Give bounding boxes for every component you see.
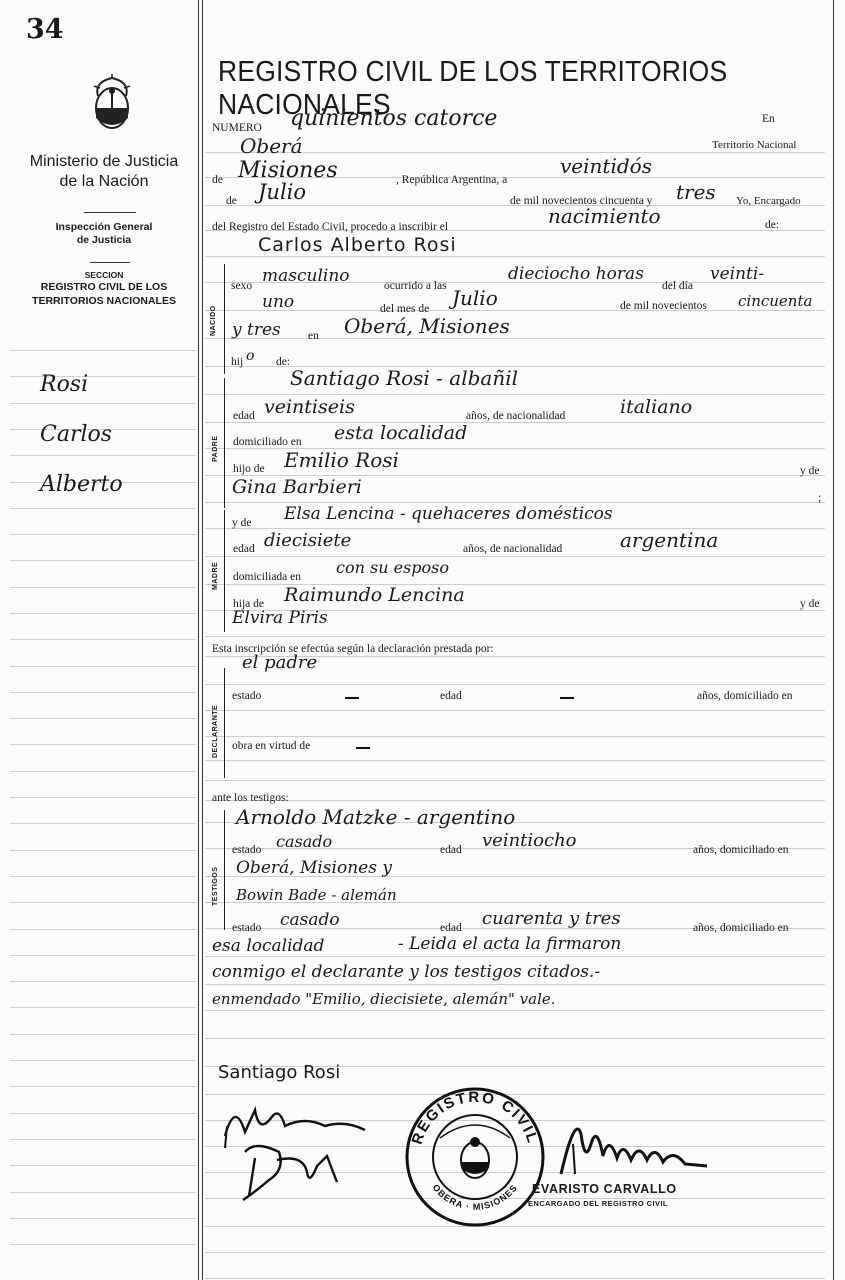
sidebar-ruled-line [10,876,196,877]
padre-mother-value: Gina Barbieri [232,476,362,498]
witness1-estado-label: estado [232,844,262,856]
witness2-dom: esa localidad [212,936,325,956]
en-label-nacido: en [308,330,319,342]
testigos-bracket [224,810,225,930]
numero-label: NUMERO [212,122,262,134]
padre-nacionalidad-value: italiano [620,396,693,418]
en-label: En [762,113,775,125]
right-margin-line [833,0,834,1280]
witness2-edad-label: edad [440,922,462,934]
madre-edad-value: diecisiete [264,530,352,551]
madre-name: Elsa Lencina - quehaceres domésticos [284,504,613,524]
declarant-signature: Santiago Rosi [218,1062,341,1083]
stamp-top-text: REGISTRO CIVIL [408,1089,542,1147]
officer-name: EVARISTO CARVALLO [532,1182,677,1196]
padre-semicolon: ; [818,492,822,504]
closing-line2: conmigo el declarante y los testigos citados.- [212,962,601,982]
sidebar-ruled-line [10,1060,196,1061]
form-ruled-line [205,780,825,781]
sidebar-given-name-2: Alberto [40,472,123,497]
sidebar-given-name-1: Carlos [40,422,113,447]
form-ruled-line [205,710,825,711]
month-value: Julio [258,180,307,204]
encargado-label: Yo, Encargado [736,195,801,207]
madre-edad-label: edad [233,543,255,555]
day-value-nacido-2: uno [262,292,295,312]
testigos-section-label: TESTIGOS [212,866,219,906]
madre-mother-value: Elvira Piris [232,608,328,628]
sidebar-divider [198,0,199,1280]
sidebar-ruled-line [10,1086,196,1087]
day-value: veintidós [560,154,652,178]
de3-label: de: [765,219,780,231]
padre-section-label: PADRE [212,435,219,462]
civil-registry-stamp-icon [400,1082,550,1232]
officer-signature-icon [555,1104,715,1184]
madre-dom-value: con su esposo [336,558,449,577]
padre-bracket [224,378,225,508]
hijo-suffix: o [246,348,255,364]
de2-label: de [226,195,237,207]
witness2-dom-label: años, domiciliado en [693,922,789,934]
madre-nacionalidad-value: argentina [620,528,719,552]
sidebar-rule [84,212,136,213]
person-name: Carlos Alberto Rosi [258,234,457,256]
officer-title: ENCARGADO DEL REGISTRO CIVIL [528,1199,668,1208]
year-value-nacido: cincuenta [738,292,813,310]
form-ruled-line [205,1010,825,1011]
sidebar-ruled-line [10,455,196,456]
nacido-section-label: NACIDO [210,305,217,336]
madre-father-value: Raimundo Lencina [284,584,465,606]
document-title: REGISTRO CIVIL DE LOS TERRITORIOS NACIONALES [218,56,728,121]
declarante-obra-label: obra en virtud de [232,740,311,752]
form-ruled-line [205,956,825,957]
sidebar-ruled-line [10,1165,196,1166]
section-name [14,270,194,308]
sidebar-ruled-line [10,560,196,561]
inspection-line1: Inspección General [55,221,153,233]
declarante-value: el padre [242,652,318,673]
sidebar-ruled-line [10,718,196,719]
padre-father-value: Emilio Rosi [284,448,399,472]
declarante-edad-dash [560,697,574,699]
sidebar-ruled-line [10,1034,196,1035]
day-value-nacido: veinti- [710,264,765,284]
form-ruled-line [205,800,825,801]
sidebar-ruled-line [10,613,196,614]
ministry-name [14,152,194,192]
form-ruled-line [205,256,825,257]
witness1-estado: casado [276,832,333,851]
sidebar-ruled-line [10,1244,196,1245]
sidebar-ruled-line [10,929,196,930]
sidebar-ruled-line [10,955,196,956]
declarante-obra-dash [356,747,370,749]
witness1-edad: veintiocho [482,830,577,851]
form-ruled-line [205,338,825,339]
madre-hija-label: hija de [233,598,264,610]
form-ruled-line [205,684,825,685]
sidebar-ruled-line [10,1007,196,1008]
mes-label: del mes de [380,303,430,315]
inspection-name [14,221,194,247]
sidebar-ruled-line [10,639,196,640]
declarante-dom-label: años, domiciliado en [697,690,793,702]
sidebar-rule-2 [90,262,130,263]
padre-yde-label: y de [800,465,820,477]
form-ruled-line [205,760,825,761]
declarante-estado-label: estado [232,690,262,702]
dia-label: del día [662,280,693,292]
section-line3: TERRITORIOS NACIONALES [32,294,176,307]
declarante-edad-label: edad [440,690,462,702]
form-ruled-line [205,556,825,557]
witness2-estado: casado [280,910,340,930]
sidebar-ruled-line [10,902,196,903]
place-value-nacido: Oberá, Misiones [344,314,510,338]
declarante-bracket [224,668,225,778]
sexo-label: sexo [231,280,253,292]
sidebar-ruled-line [10,1218,196,1219]
declarante-estado-dash [345,697,359,699]
declarante-intro: Esta inscripción se efectúa según la declaración prestada por: [212,643,494,655]
madre-dom-label: domiciliada en [233,571,302,583]
madre-yde-label: y de [232,517,252,529]
witness2-name: Bowin Bade - alemán [236,886,397,904]
inspection-line2: de Justicia [76,234,132,247]
form-ruled-line [205,1278,825,1279]
form-ruled-line [205,422,825,423]
madre-yde2-label: y de [800,598,820,610]
svg-text:OBERA · MISIONES [431,1182,520,1212]
form-ruled-line [205,736,825,737]
witness2-estado-label: estado [232,922,262,934]
de-label: de [212,174,223,186]
territorio-label: Territorio Nacional [712,139,797,151]
republica-label: , República Argentina, a [396,174,508,186]
sidebar-ruled-line [10,981,196,982]
padre-dom-value: esta localidad [334,422,468,444]
ministry-line2: de la Nación [59,173,149,190]
testigos-intro: ante los testigos: [212,792,289,804]
year-label-nacido: de mil novecientos [620,300,707,312]
coat-of-arms-icon [90,74,134,136]
sidebar-ruled-line [10,403,196,404]
witness2-edad: cuarenta y tres [482,908,621,929]
year-label: de mil novecientos cincuenta y [510,195,653,207]
form-ruled-line [205,502,825,503]
form-ruled-line [205,528,825,529]
sidebar-ruled-line [10,771,196,772]
sidebar-ruled-line [10,692,196,693]
witness1-name: Arnoldo Matzke - argentino [236,805,516,829]
witness1-edad-label: edad [440,844,462,856]
month-value-nacido: Julio [452,286,498,310]
ocurrido-label: ocurrido a las [384,280,447,292]
sidebar-ruled-line [10,1139,196,1140]
hijo-label: hij [231,356,244,368]
nacido-bracket [224,264,225,374]
witness1-dom: Oberá, Misiones y [236,858,392,878]
sidebar-ruled-line [10,350,196,351]
closing-line3: enmendado "Emilio, diecisiete, alemán" vale. [212,990,556,1008]
de-label-nacido: de: [276,356,291,368]
sidebar-ruled-line [10,823,196,824]
sexo-value: masculino [262,266,350,286]
act-value: nacimiento [548,204,661,228]
ministry-line1: Ministerio de Justicia [29,153,179,170]
sidebar-ruled-line [10,1192,196,1193]
closing-line1: - Leida el acta la firmaron [398,934,622,954]
section-line2: REGISTRO CIVIL DE LOS [40,281,168,294]
sidebar-ruled-line [10,534,196,535]
witness-signatures-icon [215,1096,385,1206]
sidebar-ruled-line [10,376,196,377]
stamp-bottom-text: OBERA · MISIONES [430,1182,520,1212]
padre-dom-label: domiciliado en [233,436,302,448]
numero-value: quinientos catorce [290,106,498,131]
sidebar-ruled-line [10,797,196,798]
padre-name: Santiago Rosi - albañil [290,366,519,390]
registro-label: del Registro del Estado Civil, procedo a inscribir el [212,221,449,233]
form-ruled-line [205,1252,825,1253]
madre-section-label: MADRE [212,561,219,590]
form-ruled-line [205,394,825,395]
section-line1: SECCION [84,270,124,280]
padre-edad-value: veintiseis [264,396,355,418]
form-ruled-line [205,1038,825,1039]
form-ruled-line [205,636,825,637]
declarante-section-label: DECLARANTE [212,704,219,758]
sidebar-ruled-line [10,587,196,588]
padre-nacionalidad-label: años, de nacionalidad [466,410,566,422]
sidebar-ruled-line [10,850,196,851]
form-ruled-line [205,310,825,311]
territory-value: Misiones [238,158,338,183]
sidebar-ruled-line [10,666,196,667]
padre-hijo-label: hijo de [233,463,265,475]
year-value-nacido-2: y tres [232,320,281,340]
place-value: Oberá [240,134,303,158]
year-value: tres [676,180,716,204]
page-number: 34 [26,14,64,45]
padre-edad-label: edad [233,410,255,422]
witness1-dom-label: años, domiciliado en [693,844,789,856]
madre-nacionalidad-label: años, de nacionalidad [463,543,563,555]
sidebar-surname: Rosi [40,372,89,397]
sidebar-ruled-line [10,508,196,509]
sidebar-ruled-line [10,744,196,745]
sidebar-divider-inner [202,0,203,1280]
form-ruled-line [205,984,825,985]
hour-value: dieciocho horas [508,264,644,284]
madre-bracket [224,510,225,632]
sidebar-ruled-line [10,1113,196,1114]
